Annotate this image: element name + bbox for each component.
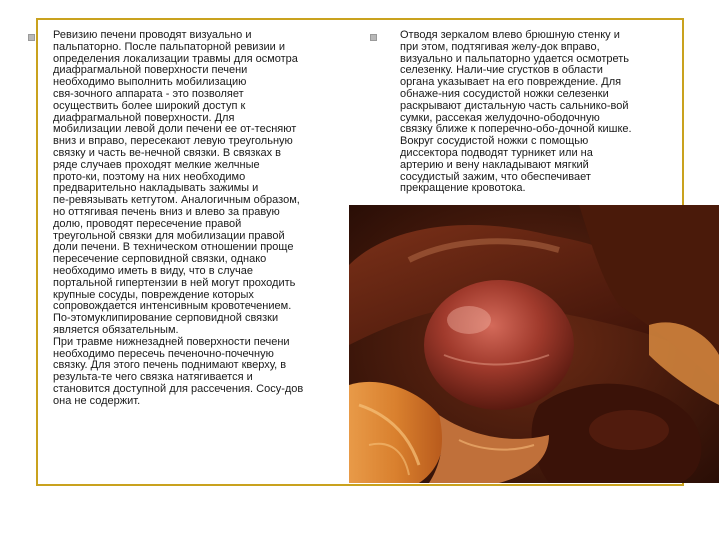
surgical-photo — [349, 205, 719, 483]
bullet-left — [28, 34, 35, 41]
bullet-right — [370, 34, 377, 41]
left-column-text: Ревизию печени проводят визуально и пальпаторно. После пальпаторной ревизии и определения локализации травмы для осмотра диафрагмальной поверхности печени необходимо выполнить мобилизацию свя-зочного аппарата - это позволяет осуществить более широкий доступ к диафрагмальной поверхности. Для мобилизации левой доли печени ее от-тесняют вниз и вправо, пересекают левую треугольную связку и часть ве-нечной связки. В связках в ряде случаев проходят мелкие желчные прото-ки, поэтому на них необходимо предварительно накладывать зажимы и пе-ревязывать кетгутом. Аналогичным образом, но оттягивая печень вниз и влево за правую долю, проводят пересечение правой треугольной связки для мобилизации правой доли печени. В техническом отношении проще пересечение серповидной связки, однако необходимо иметь в виду, что в случае портальной гипертензии в ней могут проходить крупные сосуды, повреждение которых сопровождается интенсивным кровотечением. По-этомуклипирование серповидной связки является обязательным. При травме нижнезадней поверхности печени необходимо пересечь печеночно-почечную связку. Для этого печень поднимают кверху, в результа-те чего связка натягивается и становится доступной для рассечения. Сосу-дов она не содержит. — [53, 29, 304, 407]
top-rule — [36, 18, 684, 20]
left-rule — [36, 18, 38, 486]
right-column-text: Отводя зеркалом влево брюшную стенку и при этом, подтягивая желу-док вправо, визуально и пальпаторно удается осмотреть селезенку. Нали-чие сгустков в области органа указывает на его повреждение. Для обнаже-ния сосудистой ножки селезенки раскрывают дистальную часть сальнико-вой сумки, рассекая желудочно-ободочную связку ближе к поперечно-обо-дочной кишке. Вокруг сосудистой ножки с помощью диссектора подводят турникет или на артерию и вену накладывают мягкий сосудистый зажим, что обеспечивает прекращение кровотока. — [400, 29, 632, 195]
bottom-rule — [36, 484, 684, 486]
